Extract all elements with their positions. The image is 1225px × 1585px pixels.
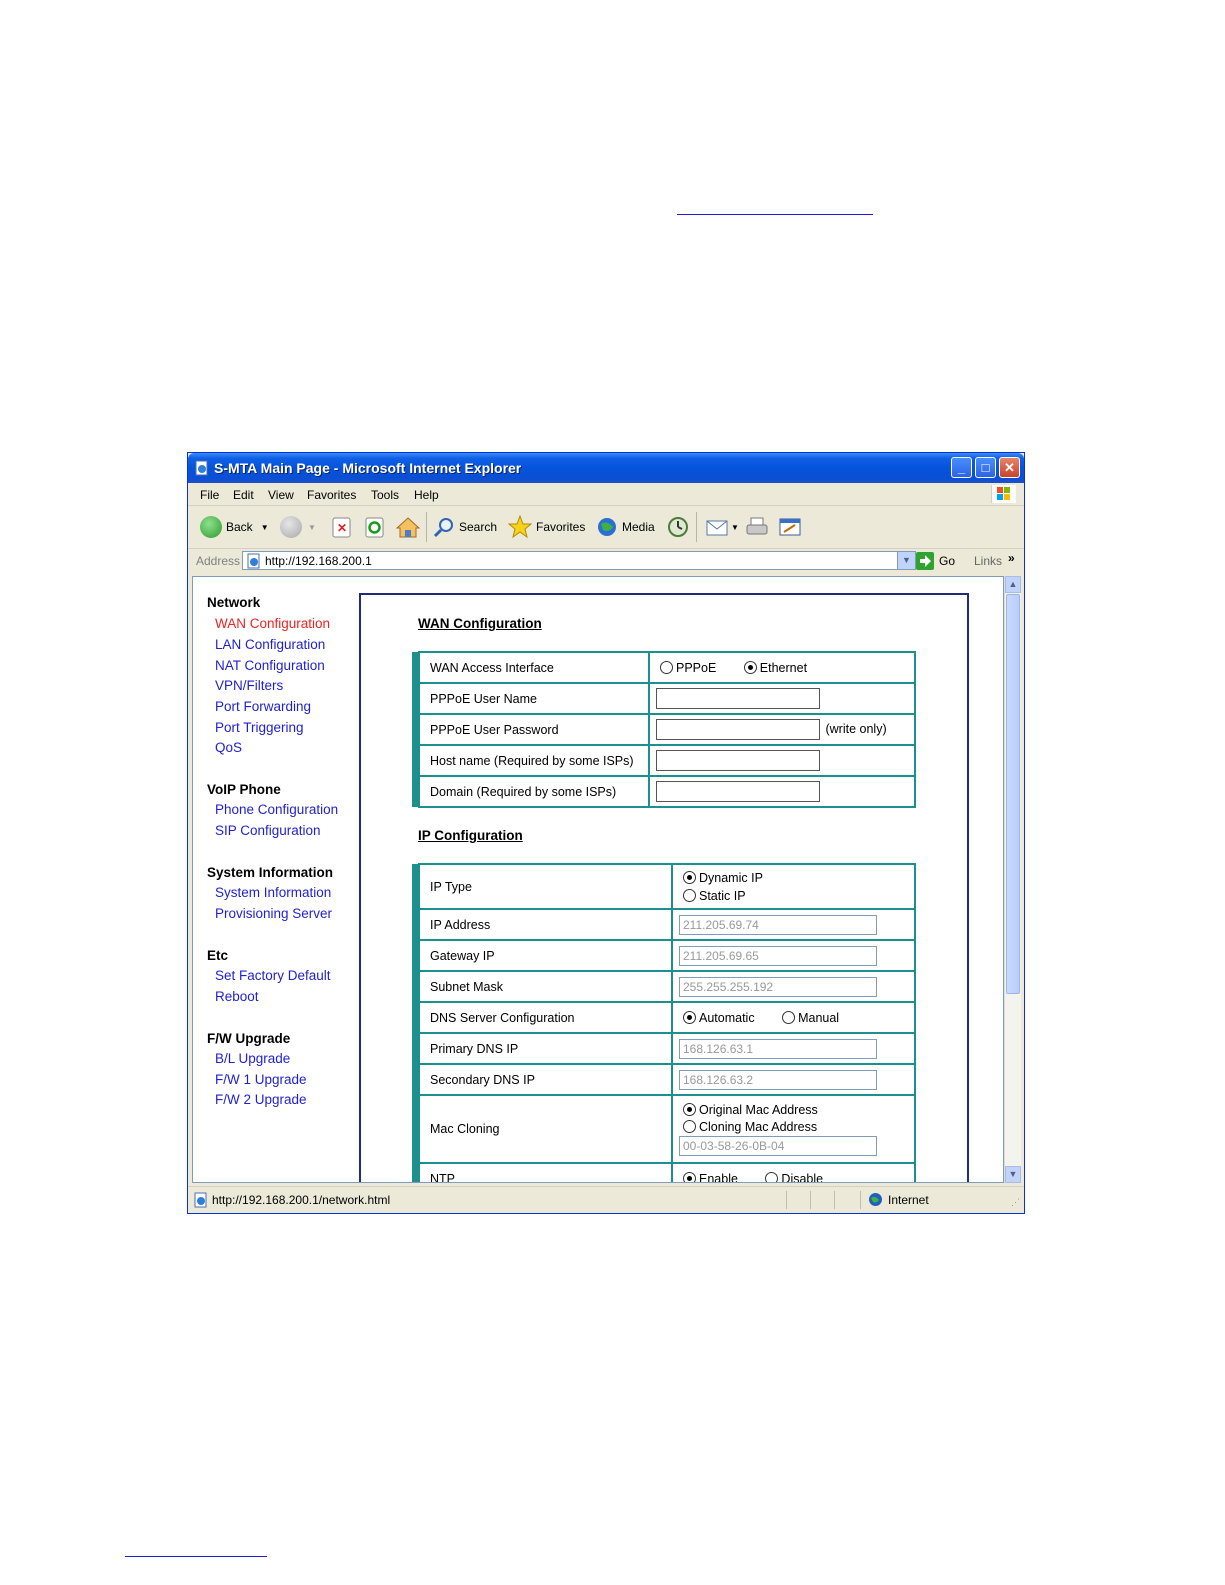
table-accent-bar: [412, 652, 419, 807]
wan-access-options: [649, 652, 915, 683]
internet-globe-icon: [868, 1192, 883, 1207]
status-divider: [786, 1191, 787, 1209]
favorites-button[interactable]: [508, 515, 585, 539]
back-button[interactable]: [200, 515, 269, 539]
mac-address-field[interactable]: 00-03-58-26-0B-04: [679, 1136, 877, 1156]
mail-button[interactable]: [705, 515, 739, 539]
cloning-mac-label: Cloning Mac Address: [699, 1119, 818, 1134]
ie-page-icon: [246, 553, 262, 569]
nav-link-port-triggering[interactable]: Port Triggering: [215, 720, 304, 735]
standard-toolbar: [188, 506, 1024, 549]
address-dropdown-icon[interactable]: ▼: [897, 552, 915, 569]
page-viewport: [192, 576, 1004, 1183]
nav-link-qos[interactable]: QoS: [215, 740, 243, 755]
menu-favorites[interactable]: Favorites: [307, 488, 357, 502]
nav-link-fw2-upgrade[interactable]: F/W 2 Upgrade: [215, 1092, 307, 1107]
ip-address-field[interactable]: 211.205.69.74: [679, 915, 877, 935]
domain-input[interactable]: [656, 781, 820, 802]
table-accent-bar: [412, 864, 419, 1183]
host-name-input[interactable]: [656, 750, 820, 771]
go-arrow-icon: [916, 552, 934, 570]
status-zone: Internet: [888, 1193, 929, 1207]
search-label: Search: [459, 520, 498, 534]
status-url: http://192.168.200.1/network.html: [212, 1193, 391, 1207]
dns-automatic-label: Automatic: [699, 1010, 755, 1025]
links-button[interactable]: Links: [974, 554, 1003, 568]
mac-cloning-label: Mac Cloning: [419, 1095, 672, 1163]
browser-window: [187, 452, 1025, 1214]
subnet-mask-label: Subnet Mask: [419, 971, 672, 1002]
scroll-up-icon[interactable]: ▲: [1005, 576, 1021, 593]
ntp-enable-radio[interactable]: [683, 1172, 738, 1184]
menu-help[interactable]: Help: [414, 488, 439, 502]
dns-config-label: DNS Server Configuration: [419, 1002, 672, 1033]
menu-bar: [188, 483, 1024, 506]
go-label: Go: [939, 554, 956, 568]
ip-type-label: IP Type: [419, 864, 672, 909]
gateway-ip-field[interactable]: 211.205.69.65: [679, 946, 877, 966]
status-bar: [188, 1186, 1024, 1213]
address-label: Address: [196, 554, 241, 568]
original-mac-label: Original Mac Address: [699, 1102, 818, 1117]
refresh-icon: [364, 516, 386, 538]
dynamic-ip-label: Dynamic IP: [699, 870, 763, 885]
ip-config-table: [412, 863, 916, 1183]
resize-grip-icon[interactable]: ⋰: [1011, 1197, 1020, 1207]
print-button[interactable]: [745, 515, 769, 539]
nav-link-vpn-filters[interactable]: VPN/Filters: [215, 678, 284, 693]
mail-envelope-icon: [705, 516, 729, 538]
ethernet-radio-label: Ethernet: [759, 660, 808, 675]
primary-dns-field[interactable]: 168.126.63.1: [679, 1039, 877, 1059]
window-title: S-MTA Main Page - Microsoft Internet Explorer: [214, 460, 522, 476]
nav-link-lan-configuration[interactable]: LAN Configuration: [215, 637, 326, 652]
media-label: Media: [622, 520, 655, 534]
pppoe-radio[interactable]: [660, 661, 716, 675]
secondary-dns-field[interactable]: 168.126.63.2: [679, 1070, 877, 1090]
nav-heading-network: Network: [207, 595, 261, 610]
nav-link-port-forwarding[interactable]: Port Forwarding: [215, 699, 312, 714]
cloning-mac-radio[interactable]: [683, 1120, 914, 1134]
original-mac-radio[interactable]: [683, 1103, 914, 1117]
host-name-label: Host name (Required by some ISPs): [419, 745, 649, 776]
nav-link-bl-upgrade[interactable]: B/L Upgrade: [215, 1051, 291, 1066]
content-frame: [359, 593, 969, 1183]
edit-button[interactable]: [778, 515, 802, 539]
address-url: http://192.168.200.1: [265, 554, 372, 568]
document-hyperlink-underline[interactable]: [677, 214, 873, 215]
document-footnote-underline[interactable]: [125, 1556, 267, 1557]
forward-dropdown-icon[interactable]: ▼: [308, 522, 316, 532]
pppoe-password-label: PPPoE User Password: [419, 714, 649, 745]
status-divider: [810, 1191, 811, 1209]
search-icon: [433, 516, 455, 538]
secondary-dns-label: Secondary DNS IP: [419, 1064, 672, 1095]
close-button[interactable]: ✕: [999, 457, 1020, 478]
nav-link-reboot[interactable]: Reboot: [215, 989, 259, 1004]
vertical-scrollbar[interactable]: [1004, 576, 1021, 1183]
maximize-button[interactable]: □: [975, 457, 996, 478]
forward-arrow-icon: [280, 516, 302, 538]
wan-config-table: [412, 651, 916, 808]
favorites-star-icon: [508, 515, 532, 539]
menu-tools[interactable]: Tools: [371, 488, 400, 502]
status-divider: [860, 1191, 861, 1209]
search-button[interactable]: [433, 515, 497, 539]
ntp-disable-label: Disable: [781, 1171, 824, 1183]
scroll-down-icon[interactable]: ▼: [1005, 1166, 1021, 1183]
favorites-label: Favorites: [536, 520, 586, 534]
printer-icon: [745, 516, 769, 538]
wan-access-label: WAN Access Interface: [419, 652, 649, 683]
primary-dns-label: Primary DNS IP: [419, 1033, 672, 1064]
stop-icon: [331, 516, 353, 538]
media-button[interactable]: [596, 515, 655, 539]
title-bar[interactable]: [188, 453, 1024, 483]
nav-link-system-information[interactable]: System Information: [215, 885, 332, 900]
nav-link-fw1-upgrade[interactable]: F/W 1 Upgrade: [215, 1072, 307, 1087]
menu-edit[interactable]: Edit: [233, 488, 254, 502]
history-clock-icon: [667, 516, 689, 538]
ntp-enable-label: Enable: [699, 1171, 738, 1183]
refresh-button[interactable]: [364, 515, 386, 539]
nav-link-phone-configuration[interactable]: Phone Configuration: [215, 802, 339, 817]
home-button[interactable]: [396, 515, 420, 539]
static-ip-radio[interactable]: [683, 889, 914, 903]
history-button[interactable]: [667, 515, 689, 539]
ie-page-icon: [194, 460, 210, 476]
ip-address-label: IP Address: [419, 909, 672, 940]
forward-button[interactable]: [280, 515, 316, 539]
nav-heading-system-information: System Information: [207, 865, 334, 880]
nav-link-sip-configuration[interactable]: SIP Configuration: [215, 823, 321, 838]
toolbar-separator: [426, 512, 427, 542]
nav-link-provisioning-server[interactable]: Provisioning Server: [215, 906, 333, 921]
ie-page-icon: [193, 1192, 209, 1208]
nav-heading-voip-phone: VoIP Phone: [207, 782, 281, 797]
media-globe-icon: [596, 516, 618, 538]
ntp-label: NTP: [419, 1163, 672, 1183]
chevron-more-icon[interactable]: »: [1008, 551, 1015, 565]
minimize-button[interactable]: _: [951, 457, 972, 478]
ethernet-radio[interactable]: [744, 661, 807, 675]
edit-page-icon: [778, 516, 802, 538]
address-bar: [188, 549, 1024, 573]
pppoe-password-input[interactable]: [656, 719, 820, 740]
wan-section-title: WAN Configuration: [418, 616, 542, 631]
back-label: Back: [226, 520, 253, 534]
scrollbar-thumb[interactable]: [1006, 594, 1020, 994]
write-only-note: (write only): [825, 721, 887, 736]
ip-section-title: IP Configuration: [418, 828, 523, 843]
gateway-ip-label: Gateway IP: [419, 940, 672, 971]
subnet-mask-field[interactable]: 255.255.255.192: [679, 977, 877, 997]
ntp-disable-radio[interactable]: [765, 1172, 823, 1184]
menu-file[interactable]: File: [200, 488, 220, 502]
menu-view[interactable]: View: [268, 488, 294, 502]
nav-link-set-factory-default[interactable]: Set Factory Default: [215, 968, 331, 983]
nav-link-wan-configuration[interactable]: WAN Configuration: [215, 616, 331, 631]
address-input[interactable]: [242, 551, 916, 570]
pppoe-user-input[interactable]: [656, 688, 820, 709]
status-divider: [834, 1191, 835, 1209]
pppoe-user-label: PPPoE User Name: [419, 683, 649, 714]
dns-manual-radio[interactable]: [782, 1011, 839, 1025]
nav-heading-fw-upgrade: F/W Upgrade: [207, 1031, 291, 1046]
dynamic-ip-radio[interactable]: [683, 871, 914, 885]
svg-text:✕: ✕: [337, 521, 348, 535]
toolbar-separator: [696, 512, 697, 542]
windows-logo-icon: [991, 485, 1016, 503]
static-ip-label: Static IP: [699, 888, 746, 903]
mail-dropdown-icon[interactable]: ▼: [731, 522, 739, 532]
pppoe-radio-label: PPPoE: [676, 660, 717, 675]
back-arrow-icon: [200, 516, 222, 538]
back-dropdown-icon[interactable]: ▼: [260, 522, 269, 532]
dns-manual-label: Manual: [798, 1010, 840, 1025]
nav-link-nat-configuration[interactable]: NAT Configuration: [215, 658, 325, 673]
home-icon: [396, 516, 420, 538]
dns-automatic-radio[interactable]: [683, 1011, 755, 1025]
go-button[interactable]: [916, 551, 958, 571]
nav-heading-etc: Etc: [207, 948, 229, 963]
stop-button[interactable]: [331, 515, 353, 539]
domain-label: Domain (Required by some ISPs): [419, 776, 649, 807]
